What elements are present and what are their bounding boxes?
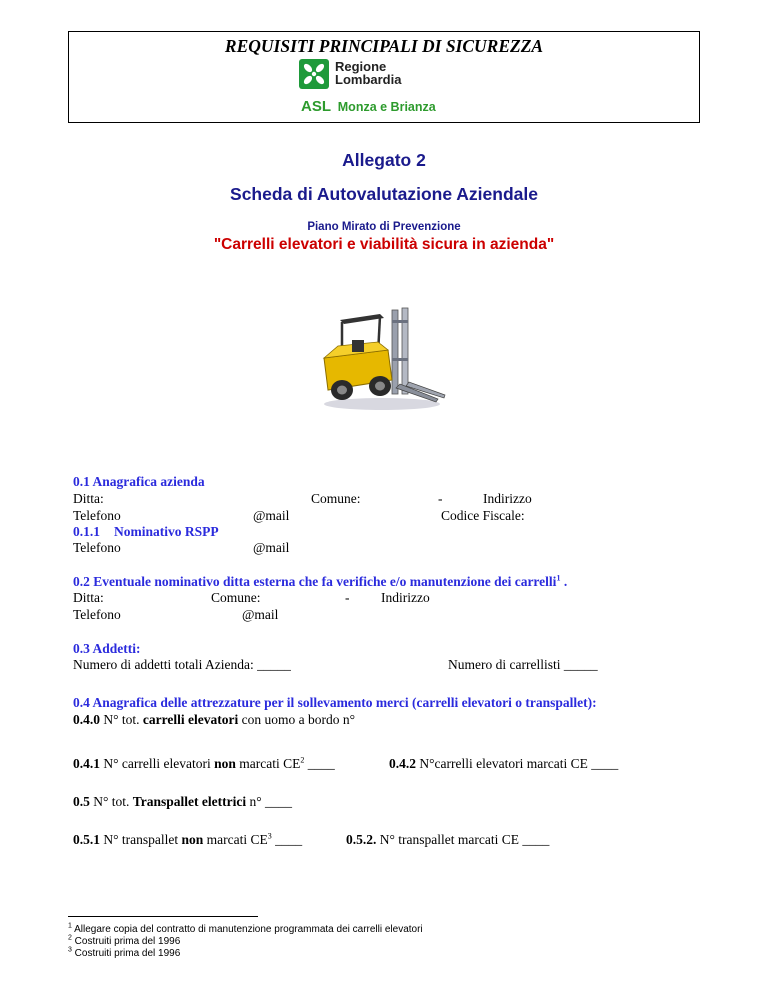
s04-l041: 0.4.1 N° carrelli elevatori non marcati $CE^2$ ____ (73, 755, 335, 771)
s01-telefono2: Telefono (73, 540, 121, 555)
s02-comune: Comune: (211, 590, 261, 605)
s01-rspp-num: 0.1.1 (73, 524, 100, 539)
scheda-title: Scheda di Autovalutazione Aziendale (230, 184, 538, 204)
s01-rspp-label: Nominativo RSPP (114, 524, 219, 539)
s01-dash: - (438, 491, 443, 506)
s03-heading: 0.3 Addetti: (73, 641, 141, 656)
s02-sup: 1 (556, 573, 561, 583)
s02-heading: 0.2 Eventuale nominativo ditta esterna che fa verifiche e/o manutenzione dei carrelli (73, 574, 557, 589)
s02-dash: - (345, 590, 350, 605)
campagna-title: "Carrelli elevatori e viabilità sicura in azienda" (213, 236, 555, 253)
s03-carrellisti: Numero di carrellisti _____ (448, 657, 598, 672)
asl-label: ASL (301, 98, 331, 115)
s01-comune: Comune: (311, 491, 361, 506)
asl-line (301, 98, 436, 115)
s01-ditta: Ditta: (73, 491, 104, 506)
s04-l042: 0.4.2 N°carrelli elevatori marcati CE ____ (389, 756, 619, 771)
s04-l040: 0.4.0 N° tot. carrelli elevatori con uomo a bordo n° (73, 712, 355, 727)
s01-rspp (73, 524, 219, 540)
s01-telefono: Telefono (73, 508, 121, 523)
s03-totali: Numero di addetti totali Azienda: _____ (73, 657, 291, 672)
s01-mail2: @mail (253, 540, 290, 555)
footnote-separator (68, 916, 258, 917)
header-box (68, 31, 700, 123)
footnote-1: $^1$ Allegare copia del contratto di manutenzione programmata dei carrelli elevatori (68, 922, 423, 935)
s02-telefono: Telefono (73, 607, 121, 622)
header-title: REQUISITI PRINCIPALI DI SICUREZZA (224, 36, 544, 56)
forklift-icon (318, 306, 448, 416)
s01-mail: @mail (253, 508, 290, 523)
logo-line1: Regione (335, 59, 387, 74)
s02-ditta: Ditta: (73, 590, 104, 605)
s052-line: 0.5.2. N° transpallet marcati CE ____ (346, 832, 550, 847)
regione-lombardia-logo (299, 59, 429, 91)
footnote-3: $^3$ Costruiti prima del 1996 (68, 946, 181, 959)
s04-heading: 0.4 Anagrafica delle attrezzature per il sollevamento merci (carrelli elevatori o transpallet): (73, 695, 597, 710)
s01-codice-fiscale: Codice Fiscale: (441, 508, 525, 523)
allegato-title: Allegato 2 (342, 150, 426, 170)
piano-subtitle: Piano Mirato di Prevenzione (307, 221, 461, 233)
regione-lombardia-logo-icon (299, 59, 329, 89)
s01-indirizzo: Indirizzo (483, 491, 532, 506)
s02-indirizzo: Indirizzo (381, 590, 430, 605)
s02-mail: @mail (242, 607, 279, 622)
s02-heading-line (73, 574, 567, 590)
logo-line2: Lombardia (335, 72, 402, 87)
s01-heading: 0.1 Anagrafica azienda (73, 474, 205, 489)
s02-tail: . (560, 574, 568, 589)
s05-line: 0.5 N° tot. Transpallet elettrici n° ____ (73, 794, 293, 809)
asl-name: Monza e Brianza (337, 100, 436, 114)
s051-line: 0.5.1 N° transpallet non marcati $CE^3$ ____ (73, 831, 303, 847)
footnote-2: $^2$ Costruiti prima del 1996 (68, 934, 181, 947)
